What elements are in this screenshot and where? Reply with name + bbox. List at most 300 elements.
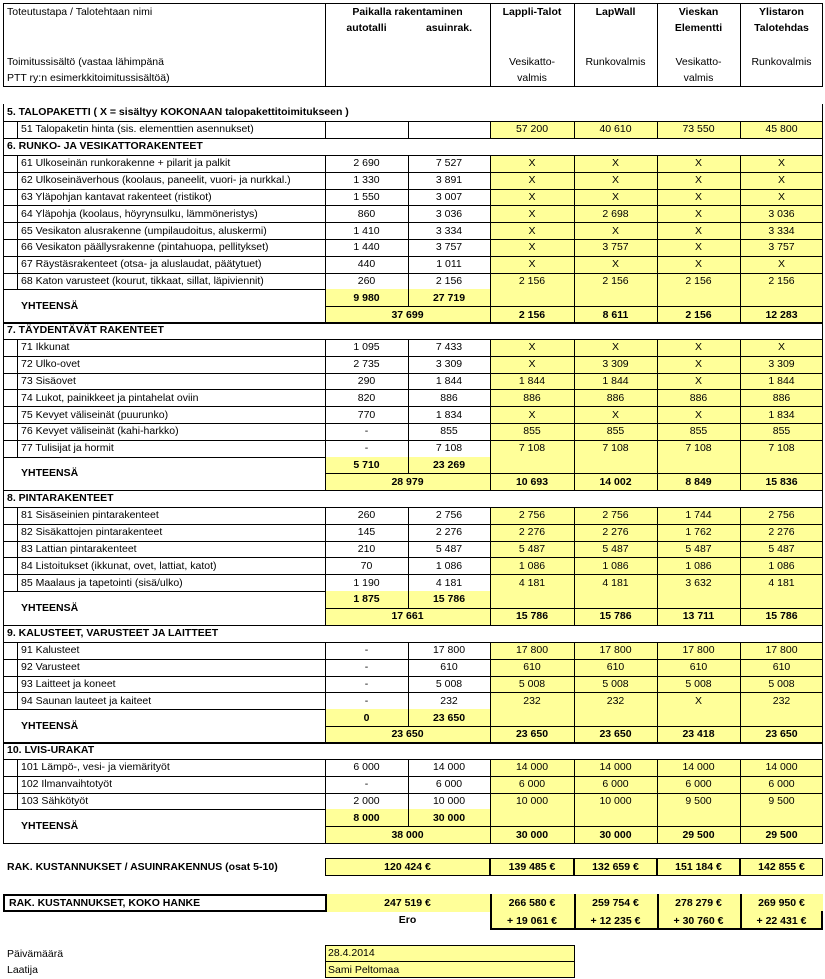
total-asuinrak: 30 000 [432, 811, 466, 824]
cell-autotalli: - [364, 694, 369, 707]
grid-line [822, 490, 823, 591]
row-label: 61 Ulkoseinän runkorakenne + pilarit ja palkit [21, 157, 231, 170]
supplier-total: 13 711 [682, 610, 715, 623]
cell-supplier-value: 886 [689, 391, 708, 404]
grid-line [3, 256, 823, 257]
grid-line [822, 591, 823, 625]
cell-supplier-value: X [611, 157, 619, 170]
grid-line [3, 440, 823, 441]
cell-supplier-value: 10 000 [599, 794, 632, 807]
grid-line [740, 457, 741, 491]
grid-line [3, 138, 4, 289]
cell-autotalli: 6 000 [353, 761, 380, 774]
grid-line [325, 155, 326, 289]
cell-supplier-value: 3 757 [602, 241, 629, 254]
cell-supplier-value: X [694, 358, 702, 371]
supplier-total: 14 002 [599, 475, 632, 488]
grid-line [740, 121, 741, 138]
grid-line [3, 659, 823, 660]
row-label: 76 Kevyet väliseinät (kahi-harkko) [21, 425, 179, 438]
cell-supplier-value: 3 309 [602, 358, 629, 371]
cell-supplier-value: 4 181 [768, 576, 795, 589]
cell-autotalli: 820 [357, 391, 376, 404]
cell-supplier-value: 3 632 [685, 576, 712, 589]
row-label: 71 Ikkunat [21, 341, 70, 354]
grid-line [490, 339, 491, 457]
cell-supplier-value: 40 610 [599, 123, 632, 136]
row-label: 93 Laitteet ja koneet [21, 677, 116, 690]
cell-asuinrak: 886 [440, 391, 458, 404]
cell-supplier-value: 886 [523, 391, 541, 404]
grid-line [657, 121, 658, 138]
grid-line [740, 289, 741, 323]
asuin-supplier-value: 132 659 € [592, 861, 639, 873]
total-autotalli: 0 [363, 711, 370, 724]
grid-line [574, 759, 575, 809]
cell-supplier-value: 1 086 [768, 559, 795, 572]
cell-supplier-value: 4 181 [602, 576, 629, 589]
grid-line [490, 457, 491, 491]
cell-supplier-value: 2 698 [602, 207, 629, 220]
total-label: YHTEENSÄ [21, 719, 79, 732]
cell-supplier-value: 232 [606, 694, 625, 707]
grid-line [657, 642, 658, 709]
row-label: 77 Tulisijat ja hormit [21, 442, 114, 455]
cell-supplier-value: X [528, 174, 536, 187]
cell-supplier-value: X [694, 374, 702, 387]
cell-asuinrak: 1 086 [435, 559, 463, 572]
cell-asuinrak: 2 756 [435, 509, 463, 522]
grid-line [740, 759, 741, 809]
grid-line [3, 490, 823, 491]
grid-line [408, 339, 409, 457]
cell-supplier-value: 45 800 [765, 123, 798, 136]
cell-supplier-value: 1 744 [685, 509, 712, 522]
supplier-content-2: valmis [517, 72, 547, 84]
cell-supplier-value: 14 000 [515, 761, 549, 774]
supplier-total: 30 000 [515, 828, 549, 841]
ero-supplier-value: + 12 235 € [590, 914, 641, 927]
grid-line [3, 457, 4, 491]
cell-supplier-value: X [528, 224, 536, 237]
cell-supplier-value: 2 756 [518, 509, 546, 522]
cell-supplier-value: 6 000 [685, 778, 712, 791]
grid-line [822, 138, 823, 289]
supplier-total: 12 283 [765, 308, 798, 321]
supplier-name-2 [574, 20, 657, 36]
cell-supplier-value: 2 156 [768, 274, 795, 287]
cell-supplier-value: 7 108 [518, 442, 546, 455]
supplier-total: 23 418 [682, 728, 715, 741]
cell-asuinrak: 3 334 [435, 224, 463, 237]
row-label: 74 Lukot, painikkeet ja pintahelat oviin [21, 391, 199, 404]
cell-supplier-value: X [611, 341, 619, 354]
grid-line [574, 457, 575, 491]
grid-line [3, 742, 4, 809]
cell-supplier-value: 7 108 [768, 442, 795, 455]
ero-supplier-value: + 22 431 € [756, 914, 807, 927]
grid-line [822, 457, 823, 491]
author-label: Laatija [7, 964, 38, 976]
grid-line [17, 759, 18, 809]
cell-autotalli [325, 121, 408, 138]
grid-line [657, 155, 658, 289]
supplier-total: 10 693 [515, 475, 549, 488]
asuin-label: RAK. KUSTANNUKSET / ASUINRAKENNUS (osat 5-10) [7, 861, 278, 873]
cell-supplier-value: 886 [606, 391, 625, 404]
cell-asuinrak: 1 844 [435, 374, 463, 387]
grid-line [325, 507, 326, 591]
col-autotalli: autotalli [346, 22, 387, 34]
grid-line [740, 642, 741, 709]
cell-supplier-value: X [528, 241, 536, 254]
cell-asuinrak: 610 [440, 661, 458, 674]
grid-line [325, 642, 326, 709]
grid-line [3, 389, 823, 390]
grid-line [740, 709, 741, 743]
ero-supplier-value: + 30 760 € [673, 914, 724, 927]
cell-supplier-value: 2 156 [685, 274, 712, 287]
supplier-total: 15 786 [515, 610, 549, 623]
grid-line [490, 709, 491, 743]
grid-line [574, 289, 575, 323]
supplier-name-2: Talotehdas [754, 22, 809, 34]
cell-supplier-value: X [777, 157, 785, 170]
supplier-total: 8 849 [685, 475, 712, 488]
cell-supplier-value: X [777, 174, 785, 187]
grid-line [408, 155, 409, 289]
cell-autotalli: 440 [357, 258, 376, 271]
grid-line [574, 155, 575, 289]
asuin-supplier-value: 142 855 € [758, 861, 805, 873]
cell-supplier-value: 855 [523, 425, 541, 438]
cell-supplier-value: 1 844 [518, 374, 546, 387]
cell-asuinrak: 3 757 [435, 241, 463, 254]
grid-line [325, 759, 326, 809]
grid-line [3, 406, 823, 407]
supplier-total: 15 836 [765, 475, 798, 488]
asuin-supplier-value: 139 485 € [508, 861, 556, 873]
cell-asuinrak [408, 121, 490, 138]
grid-line [3, 205, 823, 206]
cell-asuinrak: 6 000 [435, 778, 463, 791]
section6-title: 6. RUNKO- JA VESIKATTORAKENTEET [7, 140, 203, 152]
col-asuinrak: asuinrak. [425, 22, 473, 34]
grid-line [408, 759, 409, 809]
grid-line [490, 642, 491, 709]
row-label: 64 Yläpohja (koolaus, höyrynsulku, lämmöneristys) [21, 207, 258, 220]
supplier-content: Vesikatto- [508, 56, 556, 68]
grid-line [3, 490, 4, 591]
date-value: 28.4.2014 [328, 947, 375, 959]
section10-title: 10. LVIS-URAKAT [7, 744, 95, 756]
grid-line [3, 155, 823, 156]
grid-line [408, 709, 409, 726]
grid-line [3, 642, 823, 643]
cell-supplier-value: 3 309 [768, 358, 795, 371]
cell-supplier-value: 855 [606, 425, 625, 438]
grid-line [17, 339, 18, 457]
cell-supplier-value: 5 008 [768, 677, 795, 690]
grid-line [822, 809, 823, 843]
cell-asuinrak: 1 834 [435, 408, 463, 421]
grid-line [3, 423, 823, 424]
cell-supplier-value: X [694, 190, 702, 203]
grid-line [740, 591, 741, 625]
supplier-total: 23 650 [765, 728, 798, 741]
cell-supplier-value: 17 800 [515, 644, 549, 657]
cell-supplier-value: X [694, 157, 702, 170]
cell-autotalli: 70 [360, 559, 373, 572]
grid-line [408, 121, 409, 138]
grid-line [325, 339, 326, 457]
grid-line [740, 809, 741, 843]
row-label: 66 Vesikaton päällysrakenne (pintahuopa, pellitykset) [21, 241, 269, 254]
grid-line [574, 339, 575, 457]
cell-supplier-value: X [611, 174, 619, 187]
total-asuinrak: 27 719 [432, 291, 466, 304]
cell-supplier-value: 3 757 [768, 241, 795, 254]
cell-asuinrak: 5 487 [435, 542, 463, 555]
cell-supplier-value: X [611, 258, 619, 271]
cell-supplier-value: X [528, 341, 536, 354]
grid-line [3, 709, 4, 743]
supplier-name: Lappli-Talot [502, 6, 562, 18]
cell-supplier-value: 6 000 [518, 778, 546, 791]
grid-line [3, 843, 823, 844]
cell-asuinrak: 14 000 [432, 761, 466, 774]
grid-line [3, 759, 823, 760]
grid-line [408, 507, 409, 591]
cell-supplier-value: 2 276 [602, 526, 629, 539]
grid-line [3, 809, 4, 843]
cell-asuinrak: 7 433 [435, 341, 463, 354]
ero-supplier-value: + 19 061 € [507, 914, 557, 927]
cell-supplier-value: X [528, 258, 536, 271]
cell-supplier-value: X [694, 241, 702, 254]
grid-line [3, 322, 4, 457]
cell-supplier-value: 14 000 [765, 761, 798, 774]
cell-supplier-value: X [777, 190, 785, 203]
koko-supplier-value: 266 580 € [508, 897, 556, 909]
grid-line [822, 709, 823, 743]
cell-supplier-value: 6 000 [602, 778, 629, 791]
cell-supplier-value: 1 086 [685, 559, 712, 572]
row-label: 83 Lattian pintarakenteet [21, 542, 137, 555]
supplier-total: 23 650 [515, 728, 549, 741]
cell-supplier-value: X [694, 207, 702, 220]
cell-asuinrak: 3 007 [435, 190, 463, 203]
cell-asuinrak: 3 309 [435, 358, 463, 371]
supplier-content: Vesikatto- [675, 56, 722, 68]
total-asuinrak: 23 650 [432, 711, 466, 724]
total-combined: 37 699 [391, 308, 424, 321]
section9-title: 9. KALUSTEET, VARUSTEET JA LAITTEET [7, 627, 219, 639]
grid-line [574, 121, 575, 138]
cell-autotalli: 145 [357, 526, 376, 539]
cell-supplier-value: 9 500 [685, 794, 712, 807]
cell-asuinrak: 17 800 [432, 644, 466, 657]
cell-supplier-value: 5 008 [602, 677, 629, 690]
grid-line [490, 155, 491, 289]
total-combined: 28 979 [391, 475, 424, 488]
total-asuinrak: 23 269 [432, 458, 466, 471]
cell-supplier-value: X [528, 358, 536, 371]
grid-line [3, 172, 823, 173]
total-combined: 38 000 [391, 828, 424, 841]
supplier-total: 2 156 [685, 308, 712, 321]
supplier-total: 23 650 [599, 728, 632, 741]
header-content-label-1: Toimitussisältö (vastaa lähimpänä [7, 56, 164, 68]
cell-supplier-value: 2 276 [768, 526, 795, 539]
cell-supplier-value: 5 008 [518, 677, 546, 690]
cell-asuinrak: 3 036 [435, 207, 463, 220]
cell-autotalli: 2 690 [353, 157, 380, 170]
koko-supplier-value: 269 950 € [758, 897, 805, 909]
supplier-total: 2 156 [518, 308, 546, 321]
cell-autotalli: 1 190 [353, 576, 380, 589]
cell-asuinrak: 4 181 [435, 576, 463, 589]
date-label: Päivämäärä [7, 947, 64, 960]
cell-asuinrak: 855 [440, 425, 458, 438]
total-autotalli: 8 000 [353, 811, 380, 824]
cell-asuinrak: 2 156 [435, 274, 463, 287]
total-autotalli: 9 980 [353, 291, 380, 304]
cell-supplier-value: 2 756 [768, 509, 795, 522]
cell-supplier-value: X [694, 408, 702, 421]
grid-line [325, 709, 326, 743]
grid-line [574, 709, 575, 743]
grid-line [3, 273, 823, 274]
grid-line [325, 809, 326, 843]
cell-asuinrak: 7 108 [435, 442, 463, 455]
grid-line [740, 339, 741, 457]
grid-line [657, 457, 658, 491]
cell-autotalli: 860 [357, 207, 376, 220]
grid-line [3, 541, 823, 542]
row-label: 72 Ulko-ovet [21, 358, 80, 371]
supplier-total: 15 786 [765, 610, 798, 623]
total-label: YHTEENSÄ [21, 467, 79, 480]
grid-line [3, 692, 823, 693]
grid-line [822, 322, 823, 457]
cell-asuinrak: 2 276 [435, 526, 463, 539]
grid-line [822, 742, 823, 809]
cell-supplier-value: X [528, 207, 536, 220]
total-autotalli: 1 875 [353, 593, 380, 606]
supplier-content: Runkovalmis [751, 56, 812, 68]
grid-line [325, 289, 326, 323]
total-combined: 17 661 [391, 610, 424, 623]
cell-supplier-value: X [611, 224, 619, 237]
supplier-total: 15 786 [599, 610, 632, 623]
cell-supplier-value: X [528, 190, 536, 203]
cell-supplier-value: 5 487 [518, 542, 546, 555]
grid-line [17, 507, 18, 591]
cell-supplier-value: 10 000 [515, 794, 549, 807]
grid-line [490, 591, 491, 625]
grid-line [325, 457, 326, 491]
row-label: 85 Maalaus ja tapetointi (sisä/ulko) [21, 576, 183, 589]
grid-line [408, 642, 409, 709]
grid-line [3, 322, 823, 323]
row-label: 81 Sisäseinien pintarakenteet [21, 509, 159, 522]
grid-line [657, 759, 658, 809]
cell-supplier-value: X [694, 694, 702, 707]
cell-autotalli: - [364, 425, 369, 438]
cell-supplier-value: 5 487 [685, 542, 712, 555]
cell-asuinrak: 5 008 [435, 677, 463, 690]
cell-supplier-value: 5 487 [602, 542, 629, 555]
cell-supplier-value: 3 036 [768, 207, 795, 220]
grid-line [3, 222, 823, 223]
asuin-supplier-value: 151 184 € [675, 861, 722, 873]
cell-supplier-value: 2 756 [602, 509, 629, 522]
cell-supplier-value: 9 500 [768, 794, 795, 807]
grid-line [3, 742, 823, 743]
grid-line [657, 289, 658, 323]
grid-line [657, 809, 658, 843]
cell-supplier-value: 1 844 [602, 374, 629, 387]
cell-autotalli: 260 [357, 274, 376, 287]
cell-autotalli: 290 [357, 374, 376, 387]
supplier-total: 30 000 [599, 828, 632, 841]
grid-line [3, 524, 823, 525]
grid-line [657, 591, 658, 625]
grid-line [17, 155, 18, 289]
cell-supplier-value: 17 800 [765, 644, 798, 657]
cell-autotalli: 1 410 [353, 224, 380, 237]
grid-line [17, 642, 18, 709]
author-value: Sami Peltomaa [328, 964, 400, 976]
cell-supplier-value: 2 156 [602, 274, 629, 287]
cell-supplier-value: 886 [772, 391, 791, 404]
supplier-name-2 [490, 20, 574, 36]
grid-line [822, 289, 823, 323]
row-label: 75 Kevyet väliseinät (puurunko) [21, 408, 169, 421]
paikalla-title: Paikalla rakentaminen [352, 6, 463, 18]
cell-autotalli: - [364, 677, 369, 690]
supplier-content: Runkovalmis [585, 56, 646, 68]
grid-line [3, 793, 823, 794]
grid-line [3, 625, 4, 709]
cell-supplier-value: 7 108 [685, 442, 712, 455]
cell-supplier-value: 73 550 [682, 123, 715, 136]
supplier-name: Vieskan [678, 6, 719, 18]
grid-line [3, 373, 823, 374]
grid-line [3, 625, 823, 626]
cell-supplier-value: X [528, 157, 536, 170]
cell-autotalli: - [364, 778, 369, 791]
grid-line [3, 289, 4, 323]
cell-supplier-value: 232 [523, 694, 541, 707]
cell-autotalli: 1 330 [353, 174, 380, 187]
row-label: 101 Lämpö-, vesi- ja viemärityöt [21, 761, 170, 774]
ero-label: Ero [398, 913, 417, 926]
grid-line [657, 507, 658, 591]
cell-supplier-value: 1 086 [602, 559, 629, 572]
cell-asuinrak: 7 527 [435, 157, 463, 170]
cell-autotalli: 1 550 [353, 190, 380, 203]
cell-supplier-value: X [694, 224, 702, 237]
row-label: 68 Katon varusteet (kourut, tikkaat, sillat, läpiviennit) [21, 274, 264, 287]
cell-supplier-value: 855 [772, 425, 791, 438]
row-label: 65 Vesikaton alusrakenne (umpilaudoitus, aluskermi) [21, 224, 267, 237]
grid-line [822, 625, 823, 709]
cell-supplier-value: X [528, 408, 536, 421]
cell-supplier-value: 4 181 [518, 576, 546, 589]
grid-line [490, 507, 491, 591]
